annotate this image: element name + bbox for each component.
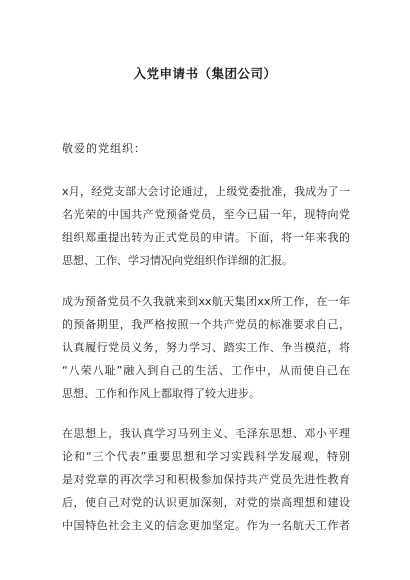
salutation: 敬爱的党组织： (62, 142, 146, 155)
text-line: 组织郑重提出转为正式党员的申请。下面，将一年来我的 (62, 231, 350, 244)
text-line: “八荣八耻”融入到自己的生活、工作中，从而使自己在 (62, 364, 350, 377)
paragraph-3 (62, 422, 350, 537)
text-line: 的预备期里，我严格按照一个共产党员的标准要求自己， (62, 318, 350, 331)
text-line: 在思想上，我认真学习马列主义、毛泽东思想、邓小平理 (62, 427, 350, 440)
text-line: 思想、工作、学习情况向党组织作详细的汇报。 (62, 254, 293, 267)
text-line: 中国特色社会主义的信念更加坚定。作为一名航天工作者 (62, 519, 350, 532)
text-line: 成为预备党员不久我就来到xx航天集团xx所工作，在一年 (62, 295, 350, 308)
text-line: 是对党章的再次学习和积极参加保持共产党员先进性教育 (62, 473, 350, 486)
document-title: 入党申请书（集团公司） (133, 66, 277, 81)
text-line: 认真履行党员义务，努力学习、踏实工作、争当模范，将 (62, 341, 350, 354)
text-line: 名光荣的中国共产党预备党员，至今已届一年，现特向党 (62, 208, 350, 221)
text-line: 思想、工作和作风上都取得了较大进步。 (62, 387, 260, 400)
paragraph-1 (62, 180, 350, 272)
text-line: x月，经党支部大会讨论通过，上级党委批准，我成为了一 (62, 185, 350, 198)
paragraph-2 (62, 290, 350, 405)
text-line: 论和“三个代表”重要思想和学习实践科学发展观，特别 (62, 450, 350, 463)
text-line: 后，使自己对党的认识更加深刻，对党的崇高理想和建设 (62, 496, 350, 509)
